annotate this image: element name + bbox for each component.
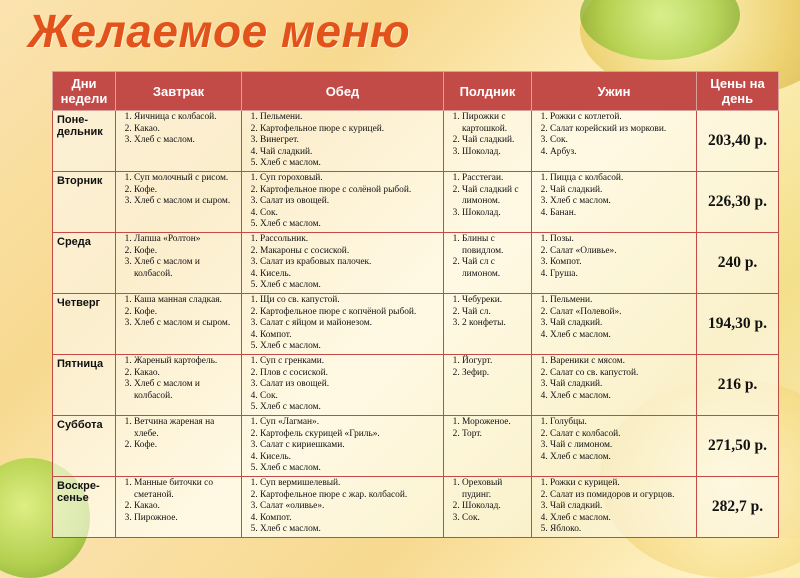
price-cell: 216 р.	[697, 355, 779, 416]
list-item: 2. Картофельное пюре с жар. колбасой.	[260, 490, 441, 502]
header-price: Цены на день	[697, 72, 779, 111]
list-item: 1. Расстегаи.	[462, 173, 529, 185]
header-lunch: Обед	[242, 72, 444, 111]
lunch-cell	[242, 294, 444, 355]
lunch-list	[244, 417, 441, 475]
list-item: 2. Чай сл с лимоном.	[462, 257, 529, 280]
list-item: 3. Хлеб с маслом.	[134, 135, 239, 147]
snack-cell	[444, 233, 532, 294]
list-item: 3. 2 конфеты.	[462, 318, 529, 330]
snack-cell	[444, 477, 532, 538]
list-item: 2. Салат корейский из моркови.	[550, 124, 694, 136]
lunch-cell	[242, 111, 444, 172]
list-item: 5. Хлеб с маслом.	[260, 219, 441, 231]
day-cell: Среда	[53, 233, 116, 294]
table-row	[53, 355, 779, 416]
dinner-cell	[532, 172, 697, 233]
list-item: 1. Вареники с мясом.	[550, 356, 694, 368]
lunch-cell	[242, 355, 444, 416]
list-item: 2. Торт.	[462, 429, 529, 441]
day-cell: Четверг	[53, 294, 116, 355]
list-item: 1. Суп вермишелевый.	[260, 478, 441, 490]
list-item: 1. Суп «Лагман».	[260, 417, 441, 429]
list-item: 4. Хлеб с маслом.	[550, 513, 694, 525]
list-item: 2. Салат «Полевой».	[550, 307, 694, 319]
list-item: 4. Компот.	[260, 513, 441, 525]
lunch-list	[244, 356, 441, 414]
breakfast-list	[118, 417, 239, 452]
price-cell: 203,40 р.	[697, 111, 779, 172]
dinner-list	[534, 478, 694, 536]
list-item: 1. Голубцы.	[550, 417, 694, 429]
dinner-list	[534, 173, 694, 219]
list-item: 5. Хлеб с маслом.	[260, 158, 441, 170]
list-item: 2. Салат «Оливье».	[550, 246, 694, 258]
breakfast-list	[118, 112, 239, 147]
list-item: 3. Салат из крабовых палочек.	[260, 257, 441, 269]
list-item: 2. Макароны с сосиской.	[260, 246, 441, 258]
table-row	[53, 172, 779, 233]
list-item: 2. Кофе.	[134, 246, 239, 258]
page-title: Желаемое меню	[28, 5, 411, 57]
dinner-cell	[532, 477, 697, 538]
dinner-list	[534, 295, 694, 341]
list-item: 1. Жареный картофель.	[134, 356, 239, 368]
breakfast-cell	[116, 416, 242, 477]
dinner-cell	[532, 294, 697, 355]
list-item: 2. Салат со св. капустой.	[550, 368, 694, 380]
table-row	[53, 233, 779, 294]
snack-list	[446, 295, 529, 330]
dinner-cell	[532, 355, 697, 416]
breakfast-cell	[116, 233, 242, 294]
list-item: 3. Салат из овощей.	[260, 379, 441, 391]
list-item: 2. Салат из помидоров и огурцов.	[550, 490, 694, 502]
list-item: 4. Хлеб с маслом.	[550, 391, 694, 403]
price-cell: 194,30 р.	[697, 294, 779, 355]
list-item: 2. Чай сл.	[462, 307, 529, 319]
breakfast-cell	[116, 355, 242, 416]
lunch-list	[244, 234, 441, 292]
lunch-cell	[242, 233, 444, 294]
list-item: 4. Арбуз.	[550, 147, 694, 159]
list-item: 3. Хлеб с маслом и сыром.	[134, 196, 239, 208]
list-item: 3. Хлеб с маслом и колбасой.	[134, 379, 239, 402]
list-item: 3. Салат с кириешками.	[260, 440, 441, 452]
lunch-cell	[242, 172, 444, 233]
table-row	[53, 477, 779, 538]
header-dinner: Ужин	[532, 72, 697, 111]
list-item: 1. Пельмени.	[550, 295, 694, 307]
header-row	[53, 72, 779, 111]
snack-list	[446, 356, 529, 379]
dinner-list	[534, 417, 694, 463]
breakfast-list	[118, 478, 239, 524]
list-item: 2. Чай сладкий.	[462, 135, 529, 147]
list-item: 1. Рассольник.	[260, 234, 441, 246]
list-item: 1. Йогурт.	[462, 356, 529, 368]
list-item: 4. Кисель.	[260, 452, 441, 464]
list-item: 2. Картофельное пюре с копчёной рыбой.	[260, 307, 441, 319]
day-cell: Поне-дельник	[53, 111, 116, 172]
price-cell: 240 р.	[697, 233, 779, 294]
list-item: 1. Суп гороховый.	[260, 173, 441, 185]
day-cell: Воскре-сенье	[53, 477, 116, 538]
header-breakfast: Завтрак	[116, 72, 242, 111]
lunch-list	[244, 112, 441, 170]
list-item: 3. Хлеб с маслом.	[550, 196, 694, 208]
list-item: 3. Хлеб с маслом и сыром.	[134, 318, 239, 330]
list-item: 3. Пирожное.	[134, 513, 239, 525]
price-cell: 226,30 р.	[697, 172, 779, 233]
list-item: 4. Сок.	[260, 208, 441, 220]
list-item: 1. Блины с повидлом.	[462, 234, 529, 257]
dinner-cell	[532, 233, 697, 294]
list-item: 2. Чай сладкий.	[550, 185, 694, 197]
list-item: 2. Какао.	[134, 124, 239, 136]
list-item: 4. Банан.	[550, 208, 694, 220]
list-item: 4. Компот.	[260, 330, 441, 342]
breakfast-cell	[116, 294, 242, 355]
list-item: 1. Чебуреки.	[462, 295, 529, 307]
list-item: 2. Шоколад.	[462, 501, 529, 513]
lunch-cell	[242, 477, 444, 538]
list-item: 5. Хлеб с маслом.	[260, 463, 441, 475]
list-item: 3. Шоколад.	[462, 147, 529, 159]
list-item: 5. Хлеб с маслом.	[260, 280, 441, 292]
price-cell: 271,50 р.	[697, 416, 779, 477]
price-cell: 282,7 р.	[697, 477, 779, 538]
list-item: 2. Какао.	[134, 501, 239, 513]
day-cell: Вторник	[53, 172, 116, 233]
list-item: 2. Картофельное пюре с курицей.	[260, 124, 441, 136]
list-item: 4. Груша.	[550, 269, 694, 281]
list-item: 2. Кофе.	[134, 307, 239, 319]
dinner-list	[534, 356, 694, 402]
list-item: 1. Щи со св. капустой.	[260, 295, 441, 307]
list-item: 1. Позы.	[550, 234, 694, 246]
list-item: 3. Компот.	[550, 257, 694, 269]
breakfast-list	[118, 356, 239, 402]
list-item: 2. Кофе.	[134, 185, 239, 197]
snack-list	[446, 234, 529, 280]
list-item: 2. Кофе.	[134, 440, 239, 452]
list-item: 2. Зефир.	[462, 368, 529, 380]
list-item: 3. Винегрет.	[260, 135, 441, 147]
list-item: 1. Пирожки с картошкой.	[462, 112, 529, 135]
dinner-list	[534, 112, 694, 158]
snack-cell	[444, 111, 532, 172]
lunch-list	[244, 295, 441, 353]
snack-list	[446, 112, 529, 158]
list-item: 1. Суп молочный с рисом.	[134, 173, 239, 185]
dinner-list	[534, 234, 694, 280]
list-item: 1. Пицца с колбасой.	[550, 173, 694, 185]
breakfast-cell	[116, 477, 242, 538]
list-item: 1. Суп с гренками.	[260, 356, 441, 368]
breakfast-list	[118, 234, 239, 280]
breakfast-list	[118, 295, 239, 330]
list-item: 3. Чай сладкий.	[550, 379, 694, 391]
snack-list	[446, 173, 529, 219]
menu-table	[52, 71, 779, 538]
lunch-list	[244, 173, 441, 231]
list-item: 4. Чай сладкий.	[260, 147, 441, 159]
list-item: 5. Хлеб с маслом.	[260, 524, 441, 536]
list-item: 4. Хлеб с маслом.	[550, 452, 694, 464]
list-item: 2. Картофель скурицей «Гриль».	[260, 429, 441, 441]
breakfast-list	[118, 173, 239, 208]
dinner-cell	[532, 416, 697, 477]
list-item: 1. Яичница с колбасой.	[134, 112, 239, 124]
list-item: 3. Шоколад.	[462, 208, 529, 220]
list-item: 2. Плов с сосиской.	[260, 368, 441, 380]
list-item: 2. Картофельное пюре с солёной рыбой.	[260, 185, 441, 197]
list-item: 1. Каша манная сладкая.	[134, 295, 239, 307]
list-item: 5. Хлеб с маслом.	[260, 341, 441, 353]
list-item: 1. Рожки с котлетой.	[550, 112, 694, 124]
header-snack: Полдник	[444, 72, 532, 111]
lunch-cell	[242, 416, 444, 477]
table-row	[53, 416, 779, 477]
list-item: 1. Мороженое.	[462, 417, 529, 429]
lunch-list	[244, 478, 441, 536]
list-item: 3. Салат «оливье».	[260, 501, 441, 513]
breakfast-cell	[116, 172, 242, 233]
table-row	[53, 111, 779, 172]
day-cell: Пятница	[53, 355, 116, 416]
list-item: 3. Чай сладкий.	[550, 318, 694, 330]
list-item: 3. Хлеб с маслом и колбасой.	[134, 257, 239, 280]
list-item: 3. Салат с яйцом и майонезом.	[260, 318, 441, 330]
list-item: 1. Лапша «Ролтон»	[134, 234, 239, 246]
list-item: 4. Сок.	[260, 391, 441, 403]
dinner-cell	[532, 111, 697, 172]
list-item: 3. Чай с лимоном.	[550, 440, 694, 452]
snack-cell	[444, 355, 532, 416]
snack-cell	[444, 416, 532, 477]
list-item: 1. Ветчина жареная на хлебе.	[134, 417, 239, 440]
list-item: 1. Рожки с курицей.	[550, 478, 694, 490]
list-item: 5. Хлеб с маслом.	[260, 402, 441, 414]
snack-cell	[444, 294, 532, 355]
list-item: 1. Пельмени.	[260, 112, 441, 124]
menu-body	[53, 111, 779, 538]
list-item: 2. Салат с колбасой.	[550, 429, 694, 441]
list-item: 2. Чай сладкий с лимоном.	[462, 185, 529, 208]
header-day: Дни недели	[53, 72, 116, 111]
day-cell: Суббота	[53, 416, 116, 477]
table-row	[53, 294, 779, 355]
list-item: 5. Яблоко.	[550, 524, 694, 536]
snack-cell	[444, 172, 532, 233]
list-item: 2. Какао.	[134, 368, 239, 380]
list-item: 3. Сок.	[550, 135, 694, 147]
list-item: 4. Кисель.	[260, 269, 441, 281]
list-item: 1. Манные биточки со сметаной.	[134, 478, 239, 501]
list-item: 3. Салат из овощей.	[260, 196, 441, 208]
snack-list	[446, 417, 529, 440]
breakfast-cell	[116, 111, 242, 172]
list-item: 3. Сок.	[462, 513, 529, 525]
list-item: 4. Хлеб с маслом.	[550, 330, 694, 342]
list-item: 3. Чай сладкий.	[550, 501, 694, 513]
snack-list	[446, 478, 529, 524]
list-item: 1. Ореховый пудинг.	[462, 478, 529, 501]
